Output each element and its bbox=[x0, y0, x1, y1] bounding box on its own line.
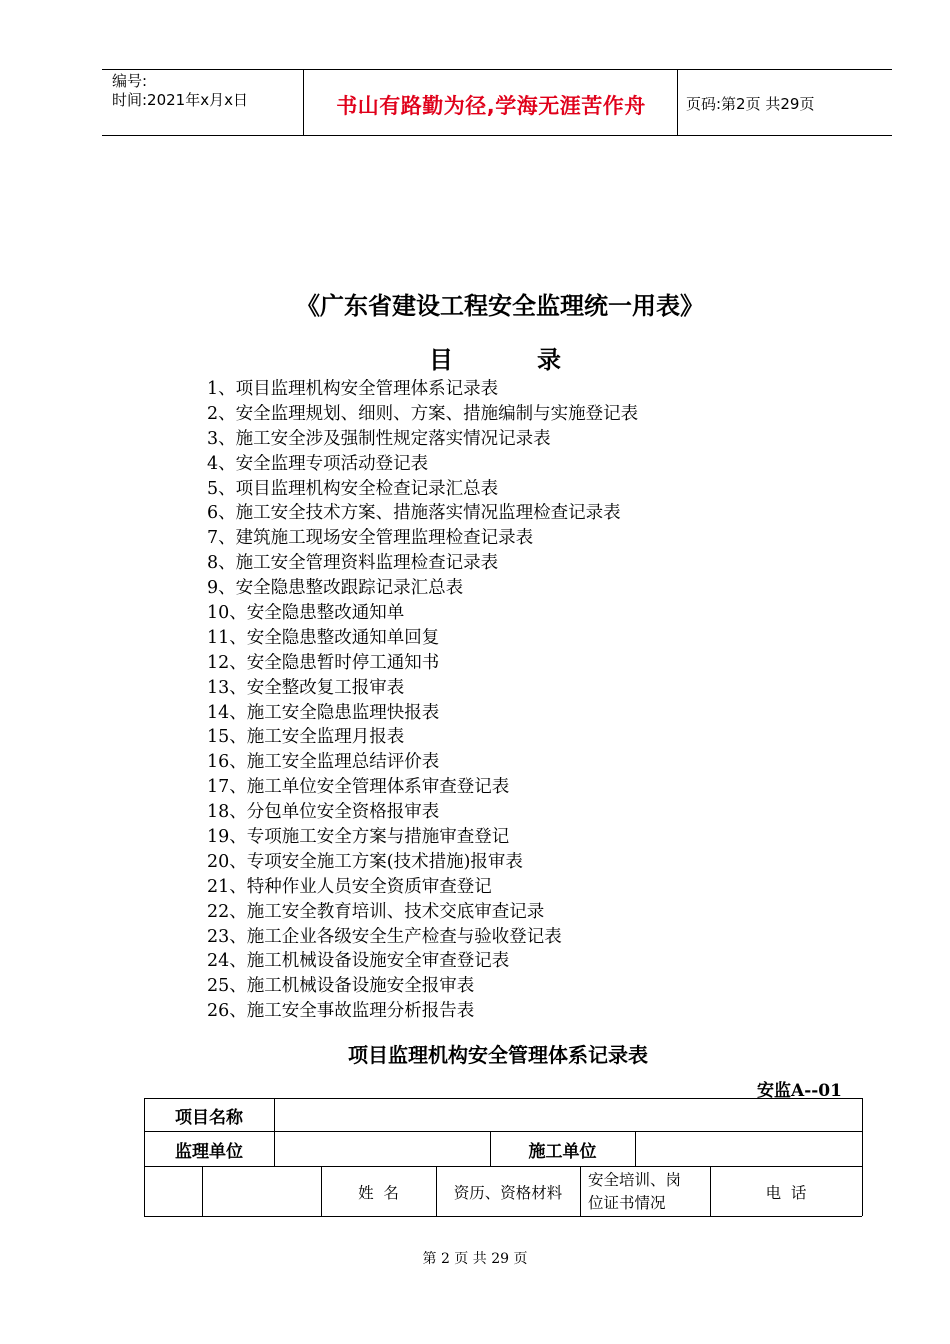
toc-item: 19、专项施工安全方案与措施审查登记 bbox=[207, 827, 510, 848]
toc-item: 8、施工安全管理资料监理检查记录表 bbox=[207, 553, 499, 574]
project-name-label: 项目名称 bbox=[175, 1107, 243, 1128]
form-code: 安监A--01 bbox=[757, 1081, 842, 1101]
toc-item: 5、项目监理机构安全检查记录汇总表 bbox=[207, 478, 499, 499]
header-page-info: 页码:第2页 共29页 bbox=[686, 95, 815, 113]
toc-item: 22、施工安全教育培训、技术交底审查记录 bbox=[207, 901, 545, 922]
toc-heading bbox=[0, 340, 950, 375]
document-time-label: 时间:2021年x月x日 bbox=[112, 91, 248, 109]
toc-item: 6、施工安全技术方案、措施落实情况监理检查记录表 bbox=[207, 503, 621, 524]
toc-item: 1、项目监理机构安全管理体系记录表 bbox=[207, 379, 499, 399]
toc-item: 10、安全隐患整改通知单 bbox=[207, 603, 405, 624]
table-rule bbox=[862, 1098, 863, 1216]
table-rule bbox=[635, 1131, 636, 1166]
header-bottom-rule bbox=[102, 135, 892, 136]
toc-item: 25、施工机械设备设施安全报审表 bbox=[207, 976, 475, 997]
toc-item: 20、专项安全施工方案(技术措施)报审表 bbox=[207, 851, 523, 872]
col-training-line1: 安全培训、岗 bbox=[588, 1170, 682, 1189]
col-training-line2: 位证书情况 bbox=[588, 1193, 666, 1212]
toc-item: 24、施工机械设备设施安全审查登记表 bbox=[207, 951, 510, 972]
table-rule bbox=[274, 1098, 275, 1166]
toc-item: 18、分包单位安全资格报审表 bbox=[207, 802, 440, 823]
form-title: 项目监理机构安全管理体系记录表 bbox=[348, 1043, 648, 1067]
toc-item: 12、安全隐患暂时停工通知书 bbox=[207, 652, 440, 673]
toc-item: 23、施工企业各级安全生产检查与验收登记表 bbox=[207, 926, 562, 947]
toc-item: 17、施工单位安全管理体系审查登记表 bbox=[207, 777, 510, 798]
toc-item: 11、安全隐患整改通知单回复 bbox=[207, 627, 440, 648]
toc-item: 2、安全监理规划、细则、方案、措施编制与实施登记表 bbox=[207, 403, 639, 424]
toc-item: 7、建筑施工现场安全管理监理检查记录表 bbox=[207, 528, 534, 549]
col-qualification-header: 资历、资格材料 bbox=[453, 1183, 563, 1202]
toc-item: 26、施工安全事故监理分析报告表 bbox=[207, 1001, 475, 1022]
document-number-label: 编号: bbox=[112, 72, 148, 90]
col-name-header: 姓 名 bbox=[358, 1183, 399, 1202]
page-footer: 第 2 页 共 29 页 bbox=[422, 1251, 528, 1267]
toc-item: 21、特种作业人员安全资质审查登记 bbox=[207, 876, 492, 897]
toc-heading-left: 目 bbox=[429, 346, 453, 374]
toc-item: 13、安全整改复工报审表 bbox=[207, 677, 405, 698]
document-title: 《广东省建设工程安全监理统一用表》 bbox=[296, 292, 704, 320]
col-training-header bbox=[588, 1167, 708, 1216]
table-rule bbox=[144, 1216, 862, 1217]
toc-item: 4、安全监理专项活动登记表 bbox=[207, 453, 429, 474]
toc-heading-right: 录 bbox=[537, 346, 561, 374]
header-motto: 书山有路勤为径,学海无涯苦作舟 bbox=[336, 94, 646, 118]
toc-list bbox=[207, 377, 638, 1024]
toc-item: 9、安全隐患整改跟踪记录汇总表 bbox=[207, 578, 464, 599]
construction-unit-label: 施工单位 bbox=[528, 1141, 597, 1162]
toc-item: 14、施工安全隐患监理快报表 bbox=[207, 702, 440, 723]
table-rule bbox=[580, 1166, 581, 1216]
col-phone-header: 电 话 bbox=[765, 1183, 807, 1202]
header-meta bbox=[112, 72, 248, 110]
table-rule bbox=[202, 1166, 203, 1216]
supervision-unit-label: 监理单位 bbox=[175, 1141, 243, 1162]
header-top-rule bbox=[102, 69, 892, 70]
toc-item: 16、施工安全监理总结评价表 bbox=[207, 752, 440, 773]
toc-item: 15、施工安全监理月报表 bbox=[207, 727, 405, 748]
toc-item: 3、施工安全涉及强制性规定落实情况记录表 bbox=[207, 428, 551, 449]
